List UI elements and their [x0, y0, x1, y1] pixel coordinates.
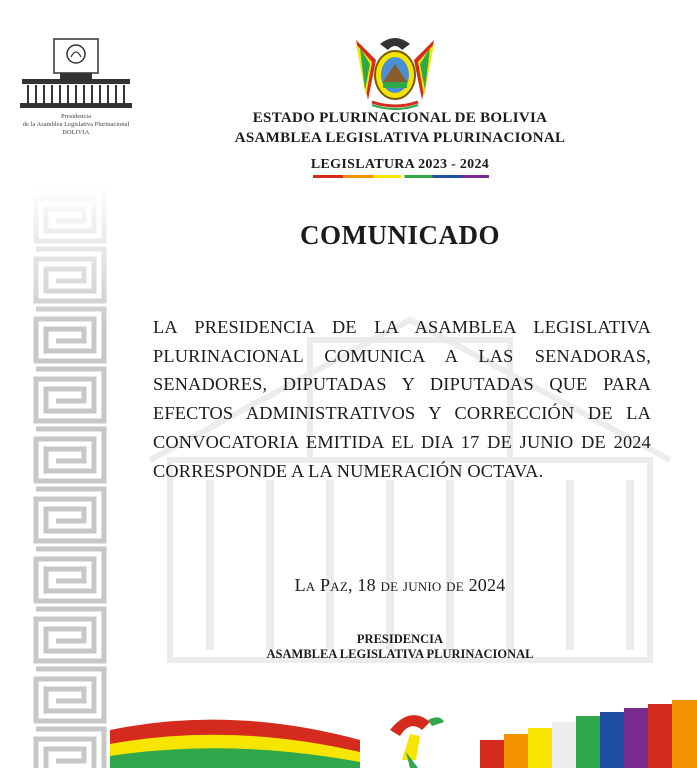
wiphala-color-bar [313, 175, 489, 178]
document-title: COMUNICADO [300, 220, 500, 250]
communique-body: LA PRESIDENCIA DE LA ASAMBLEA LEGISLATIVA PLURINACIONAL COMUNICA A LAS SENADORAS, SENADORES, DIPUTADAS Y DIPUTADAS QUE PARA EFECTOS ADMINISTRATIVOS Y CORRECCIÓN DE LA CONVOCATORIA EMITIDA EL DIA 17 DE JUNIO DE 2024 CORRESPONDE A LA NUMERACIÓN OCTAVA. [153, 317, 651, 481]
kantuta-bird-icon [390, 715, 444, 768]
signature-line2: ASAMBLEA LEGISLATIVA PLURINACIONAL [266, 647, 534, 661]
logo-caption-line3: BOLIVIA [62, 129, 90, 136]
assembly-logo [16, 35, 136, 145]
assembly-building-icon [16, 35, 136, 113]
place-date: La Paz, 18 de junio de 2024 [294, 575, 506, 595]
header-state-name: ESTADO PLURINACIONAL DE BOLIVIA [252, 110, 548, 126]
header-assembly-name: ASAMBLEA LEGISLATIVA PLURINACIONAL [234, 130, 566, 146]
coat-of-arms-icon [350, 30, 440, 110]
logo-caption-line1: Presidencia [61, 113, 91, 120]
greca-border-decoration [30, 185, 110, 768]
header-legislature: LEGISLATURA 2023 - 2024 [310, 157, 490, 172]
bottom-flag-waves [110, 700, 697, 768]
logo-caption-line2: de la Asamblea Legislativa Plurinacional [22, 121, 130, 128]
signature-line1: PRESIDENCIA [356, 632, 444, 646]
